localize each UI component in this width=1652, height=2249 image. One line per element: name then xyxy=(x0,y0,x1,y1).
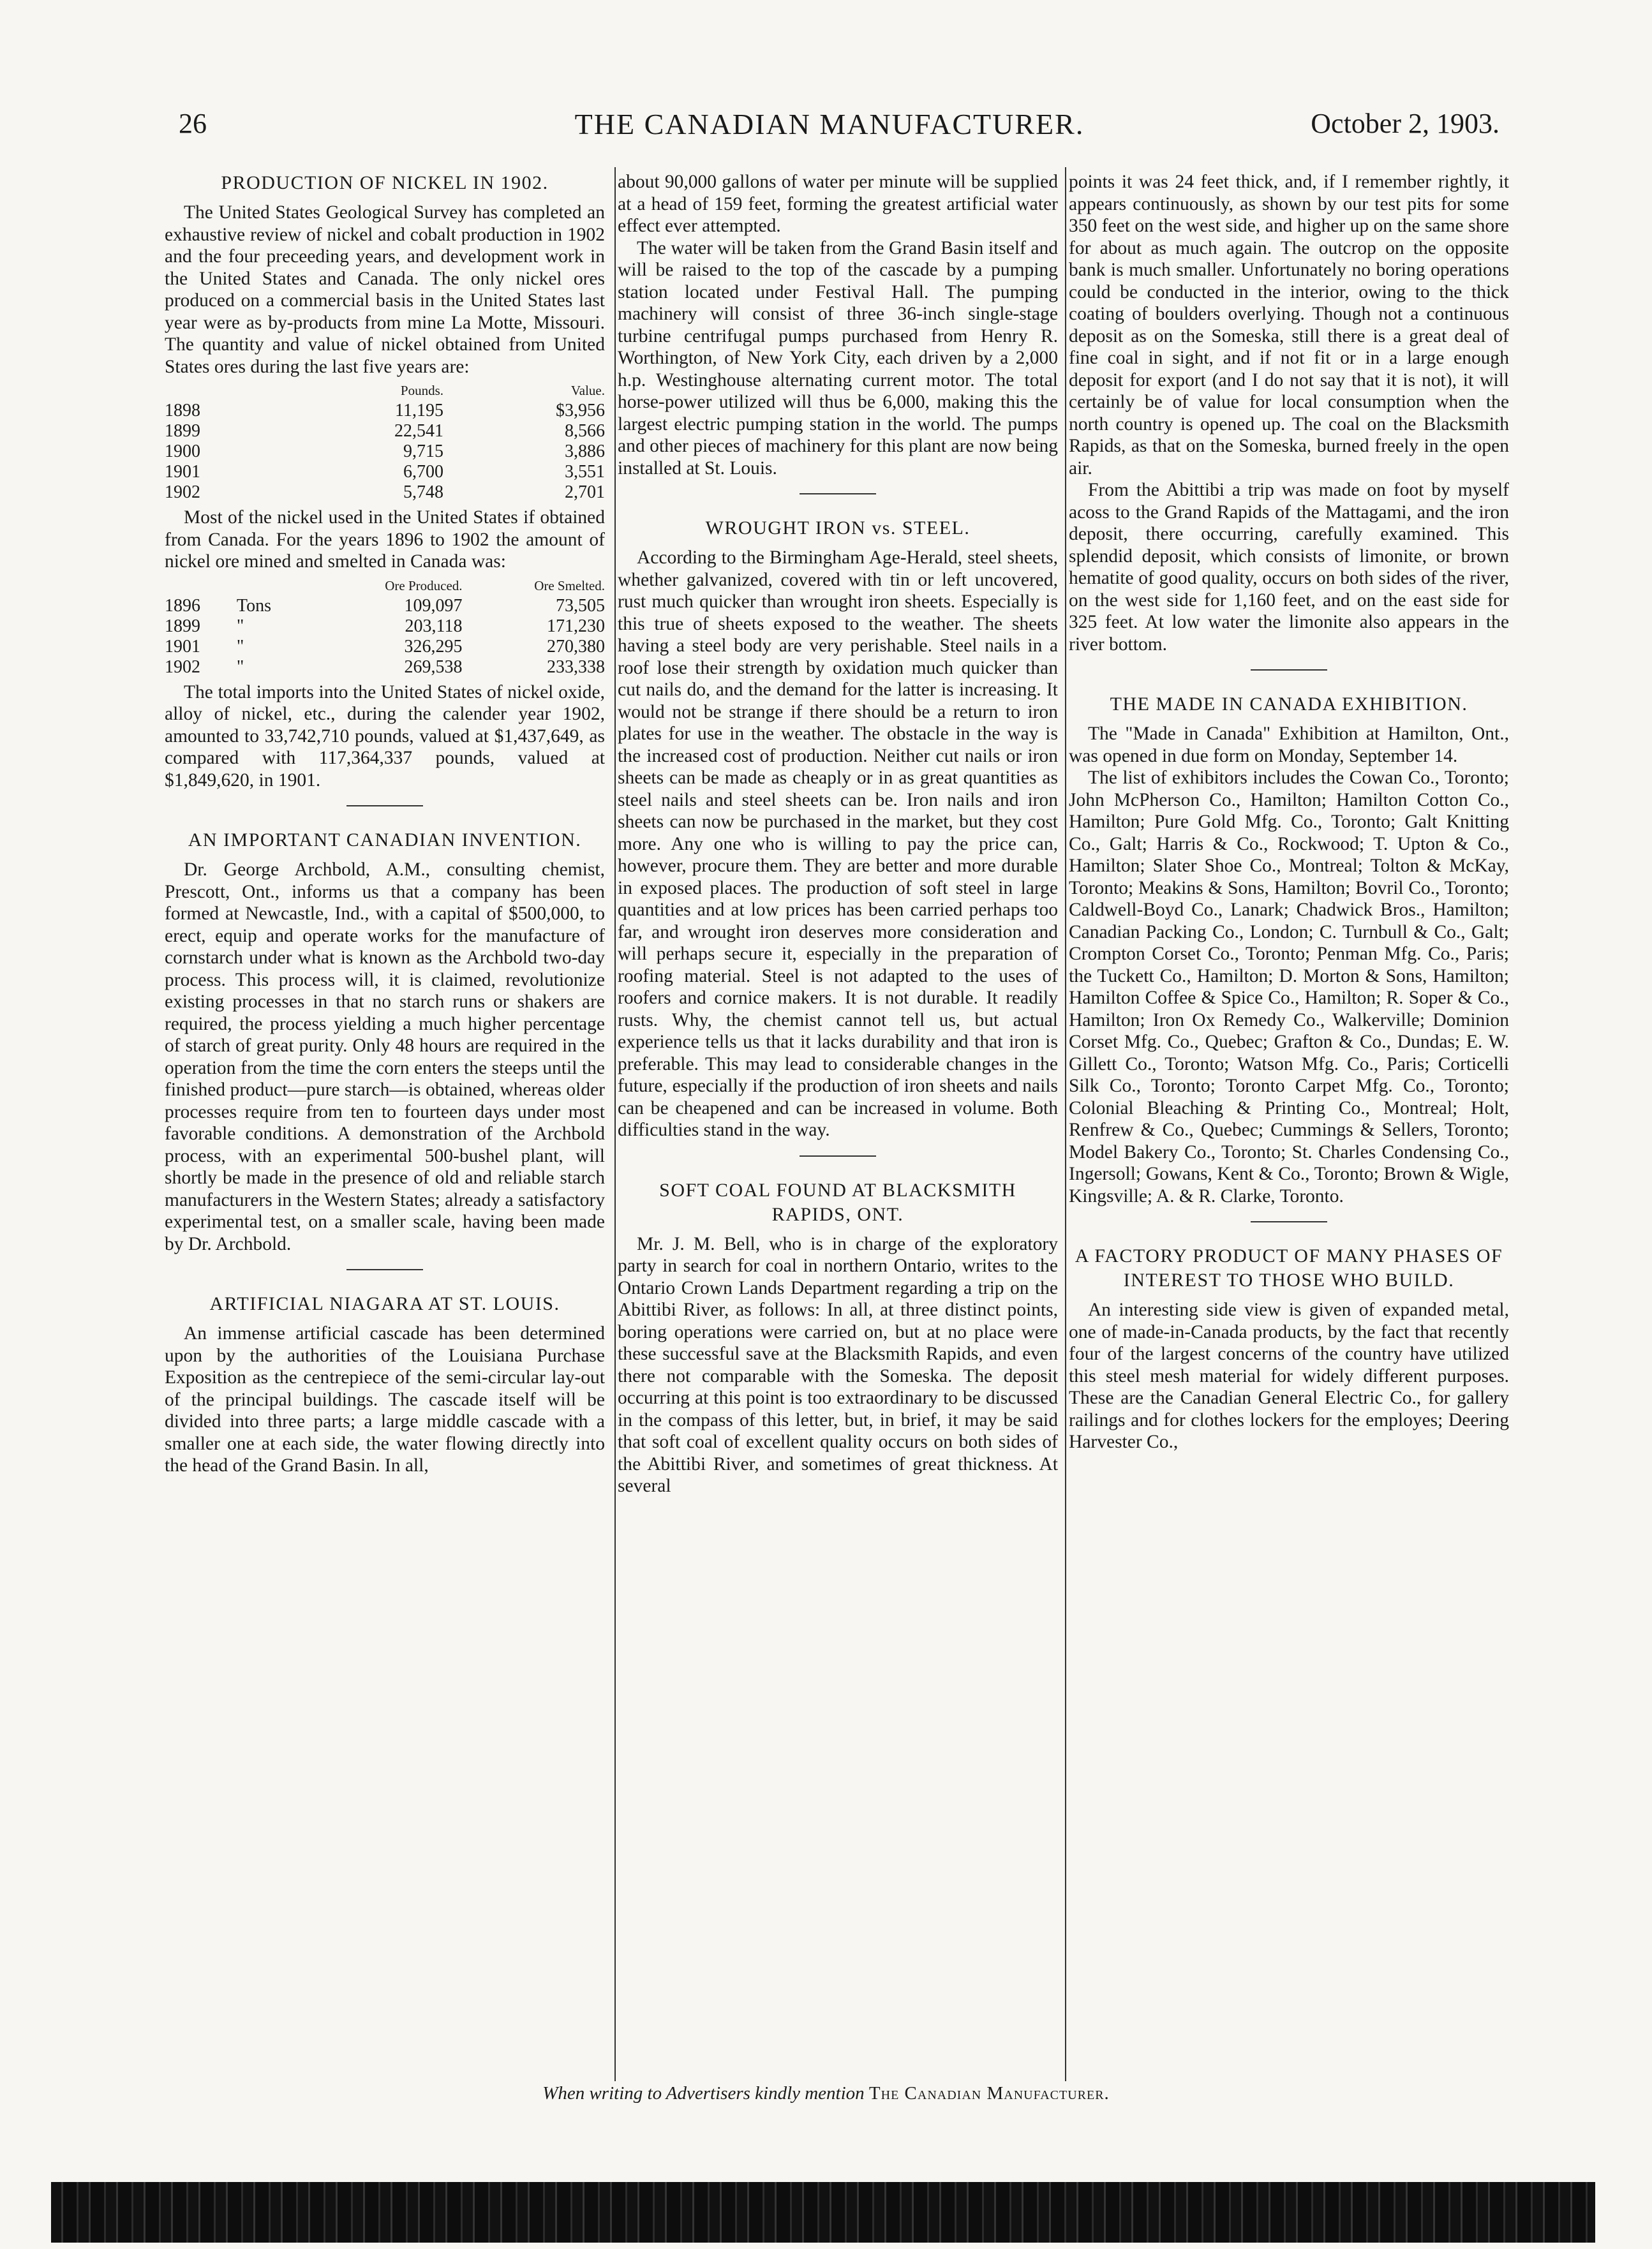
page-footer xyxy=(0,2083,1652,2104)
year-cell: 1900 xyxy=(165,442,200,461)
pounds-cell: 9,715 xyxy=(403,442,443,461)
table-row xyxy=(165,421,605,442)
column-header: Ore Produced. xyxy=(385,577,463,593)
pounds-cell: 11,195 xyxy=(395,401,443,420)
produced-cell: 203,118 xyxy=(405,616,463,636)
paragraph: Dr. George Archbold, A.M., consulting chemist, Prescott, Ont., informs us that a company has been formed at Newcastle, Ind., with a capital of $500,000, to erect, equip and operate works for the manufacture of cornstarch under what is known as the Archbold two-day process. This process will, it is claimed, revolutionize existing processes in that no starch runs or shakers are required, the process yielding a much higher percentage of starch of great purity. Only 48 hours are required in the operation from the time the corn enters the steeps until the finished product—pure starch—is obtained, whereas older processes require from ten to fourteen days under most favorable conditions. A demonstration of the Archbold process, with an experimental 500-bushel plant, will shortly be made in the presence of old and reliable starch manufacturers in the Western States; already a satisfactory experimental test, on a smaller scale, having been made by Dr. Archbold. xyxy=(165,859,605,1254)
pounds-cell: 6,700 xyxy=(403,462,443,482)
article-title: A FACTORY PRODUCT OF MANY PHASES OF INTEREST TO THOSE WHO BUILD. xyxy=(1075,1245,1503,1291)
paragraph: An immense artificial cascade has been determined upon by the authorities of the Louisiana Purchase Exposition as the centrepiece of the semi-circular lay-out of the principal buildings. The cascade itself will be divided into three parts; a large middle cascade with a smaller one at each side, the water flowing directly into the head of the Grand Basin. In all, xyxy=(165,1323,605,1476)
article-title: AN IMPORTANT CANADIAN INVENTION. xyxy=(188,829,582,850)
column-rule xyxy=(614,167,616,2081)
produced-cell: 326,295 xyxy=(404,636,463,657)
section-divider xyxy=(800,1155,876,1157)
issue-date: October 2, 1903. xyxy=(1311,108,1499,139)
footer-publication: The Canadian Manufacturer. xyxy=(868,2083,1110,2104)
year-cell: 1901 xyxy=(165,636,200,657)
paragraph: The total imports into the United States of nickel oxide, alloy of nickel, etc., during the calender year 1902, amounted to 33,742,710 pounds, valued at $1,437,649, as compared with 117,364,337 pounds, valued at $1,849,620, in 1901. xyxy=(165,681,605,790)
paragraph: The "Made in Canada" Exhibition at Hamilton, Ont., was opened in due form on Monday, September 14. xyxy=(1069,724,1509,766)
column-rule xyxy=(1065,167,1066,2081)
smelted-cell: 73,505 xyxy=(556,595,605,616)
year-cell: 1902 xyxy=(165,657,200,677)
paragraph: points it was 24 feet thick, and, if I remember rightly, it appears continuously, as shown by our test pits for some 350 feet on the west side, and higher up on the same shore for about as much again. The outcrop on the opposite bank is much smaller. Unfortunately no boring operations could be conducted in the interior, owing to the thick coating of boulders overlying. Though not a continuous deposit as on the Someska, still there is a great deal of fine coal in sight, and if not fit or in a large enough deposit for export (and I do not say that it is not), it will certainly be of value for local consumption when the north country is opened up. The coal on the Blacksmith Rapids, as that on the Someska, burned freely in the open air. xyxy=(1069,172,1509,479)
table-row xyxy=(165,616,605,637)
unit-cell: Tons xyxy=(236,595,271,616)
year-cell: 1896 xyxy=(165,595,200,616)
year-cell: 1899 xyxy=(165,616,200,636)
paragraph: An interesting side view is given of expanded metal, one of made-in-Canada products, by the fact that recently four of the largest concerns of the country have utilized this steel mesh material for widely different purposes. These are the Canadian General Electric Co., for gallery railings and for clothes lockers for the employes; Deering Harvester Co., xyxy=(1069,1300,1509,1452)
paragraph: From the Abittibi a trip was made on foot by myself acoss to the Grand Rapids of the Mattagami, and the iron deposit, there occurring, carefully examined. This splendid deposit, which consists of limonite, or brown hematite of good quality, occurs on both sides of the river, on the west side for 1,160 feet, and on the east side for 325 feet. At low water the limonite also appears in the river bottom. xyxy=(1069,480,1509,655)
produced-cell: 109,097 xyxy=(404,595,463,616)
article-title: ARTIFICIAL NIAGARA AT ST. LOUIS. xyxy=(209,1293,560,1314)
smelted-cell: 270,380 xyxy=(547,636,605,657)
paragraph: The water will be taken from the Grand Basin itself and will be raised to the top of the cascade by a pumping station located under Festival Hall. The pumping machinery will consist of three 36-inch single-stage turbine centrifugal pumps purchased from Henry R. Worthington, of New York City, each driven by a 2,000 h.p. Westinghouse alternating current motor. The total horse-power utilized will thus be 6,000, making this the largest electric pumping station in the world. The pumps and other pieces of machinery for this plant are now being installed at St. Louis. xyxy=(618,237,1058,479)
page-number: 26 xyxy=(179,108,207,139)
article-title: PRODUCTION OF NICKEL IN 1902. xyxy=(221,172,549,193)
value-cell: $3,956 xyxy=(556,401,605,420)
nickel-ore-table xyxy=(165,575,605,678)
table-row xyxy=(165,637,605,657)
section-divider xyxy=(1251,669,1327,671)
year-cell: 1902 xyxy=(165,482,200,502)
column-header: Ore Smelted. xyxy=(534,577,605,593)
article-title: THE MADE IN CANADA EXHIBITION. xyxy=(1110,694,1468,715)
publication-title: THE CANADIAN MANUFACTURER. xyxy=(574,108,1085,140)
table-row xyxy=(165,442,605,462)
value-cell: 3,551 xyxy=(565,462,605,482)
table-row xyxy=(165,596,605,616)
table-row xyxy=(165,462,605,482)
paragraph: about 90,000 gallons of water per minute will be supplied at a head of 159 feet, forming the greatest artificial water effect ever attempted. xyxy=(618,172,1058,236)
year-cell: 1899 xyxy=(165,421,200,441)
scan-edge-noise xyxy=(51,2182,1595,2243)
pounds-cell: 5,748 xyxy=(403,482,443,502)
section-divider xyxy=(346,805,423,806)
nickel-production-table xyxy=(165,380,605,503)
section-divider xyxy=(346,1269,423,1270)
unit-cell: " xyxy=(236,657,244,677)
page-header xyxy=(160,107,1499,152)
table-row xyxy=(165,482,605,503)
table-row xyxy=(165,657,605,678)
paragraph: Mr. J. M. Bell, who is in charge of the exploratory party in search for coal in northern Ontario, writes to the Ontario Crown Lands Department regarding a trip on the Abittibi River, as follows: In all, at three distinct points, boring operations were carried on, but at no place were these successful save at the Blacksmith Rapids, and even there not comparable with the Someska. The deposit occurring at this point is too extraordinary to be discussed in the compass of this letter, but, in brief, it may be said that soft coal of excellent quality occurs on both sides of the Abittibi River, and sometimes of great thickness. At several xyxy=(618,1233,1058,1496)
unit-cell: " xyxy=(236,636,244,657)
unit-cell: " xyxy=(236,616,244,636)
year-cell: 1901 xyxy=(165,462,200,482)
article-title: WROUGHT IRON vs. STEEL. xyxy=(705,517,971,538)
footer-text: When writing to Advertisers kindly mention xyxy=(542,2083,865,2104)
smelted-cell: 171,230 xyxy=(547,616,605,636)
column-header: Pounds. xyxy=(400,383,443,398)
paragraph: The list of exhibitors includes the Cowan Co., Toronto; John McPherson Co., Hamilton; Hamilton Cotton Co., Hamilton; Pure Gold Mfg. Co., Toronto; Galt Knitting Co., Galt; Harris & Co., Rockwood; T. Upton & Co., Hamilton; Slater Shoe Co., Montreal; Tolton & McKay, Toronto; Meakins & Sons, Hamilton; Bovril Co., Toronto; Caldwell-Boyd Co., Lanark; Chadwick Bros., Hamilton; Canadian Packing Co., London; C. Turnbull & Co., Galt; Crompton Corset Co., Toronto; Penman Mfg. Co., Paris; the Tuckett Co., Hamilton; D. Morton & Sons, Hamilton; Hamilton Coffee & Spice Co., Hamilton; R. Soper & Co., Hamilton; Iron Ox Remedy Co., Walkerville; Dominion Corset Mfg. Co., Quebec; Grafton & Co., Dundas; E. W. Gillett Co., Toronto; Watson Mfg. Co., Paris; Corticelli Silk Co., Toronto; Toronto Carpet Mfg. Co., Toronto; Colonial Bleaching & Printing Co., Montreal; Holt, Renfrew & Co., Quebec; Cummings & Sellers, Toronto; Model Bakery Co., Toronto; St. Charles Condensing Co., Ingersoll; Gowans, Kent & Co., Toronto; Brown & Wigle, Kingsville; A. & R. Clarke, Toronto. xyxy=(1069,768,1509,1206)
article-title: SOFT COAL FOUND AT BLACKSMITH RAPIDS, ONT. xyxy=(659,1179,1016,1225)
table-row xyxy=(165,401,605,421)
section-divider xyxy=(1251,1221,1327,1222)
column-3 xyxy=(1069,171,1509,1453)
column-2 xyxy=(618,171,1058,1497)
pounds-cell: 22,541 xyxy=(394,421,443,441)
value-cell: 8,566 xyxy=(565,421,605,441)
produced-cell: 269,538 xyxy=(404,657,463,677)
column-1 xyxy=(165,171,605,1477)
value-cell: 3,886 xyxy=(565,442,605,461)
section-divider xyxy=(800,493,876,494)
smelted-cell: 233,338 xyxy=(547,657,605,677)
column-header: Value. xyxy=(570,383,605,398)
paragraph: The United States Geological Survey has completed an exhaustive review of nickel and cobalt production in 1902 and the four preceeding years, and development work in the United States and Canada. The only nickel ores produced on a commercial basis in the United States last year were as by-products from mine La Motte, Missouri. The quantity and value of nickel obtained from United States ores during the last five years are: xyxy=(165,202,605,377)
year-cell: 1898 xyxy=(165,401,200,420)
value-cell: 2,701 xyxy=(565,482,605,502)
paragraph: Most of the nickel used in the United States if obtained from Canada. For the years 1896 to 1902 the amount of nickel ore mined and smelted in Canada was: xyxy=(165,507,605,572)
paragraph: According to the Birmingham Age-Herald, steel sheets, whether galvanized, covered with tin or left uncovered, rust much quicker than wrought iron sheets. Especially is this true of sheets exposed to the weather. The sheets having a steel body are very perishable. Steel nails in a roof lose their strength by oxidation much quicker than cut nails do, and the demand for the latter is increasing. It would not be strange if there should be a return to iron plates for use in the weather. The obstacle in the way is the increased cost of production. Neither cut nails or iron sheets can be made as cheaply or in as great quantities as steel nails and steel sheets can be. Iron nails and iron sheets can now be purchased in the market, but they cost more. Any one who is willing to pay the price can, however, procure them. They are better and more durable in exposed places. The production of soft steel in large quantities and at low prices has been carried perhaps too far, and wrought iron deserves more consideration and will perhaps secure it, especially in the preparation of roofing material. Steel is not adapted to the uses of roofers and cornice makers. It is not durable. It readily rusts. Why, the chemist cannot tell us, but actual experience tells us that it lacks durability and that iron is preferable. This may lead to considerable changes in the future, especially if the production of iron sheets and nails can be cheapened and can be increased in volume. Both difficulties stand in the way. xyxy=(618,547,1058,1140)
